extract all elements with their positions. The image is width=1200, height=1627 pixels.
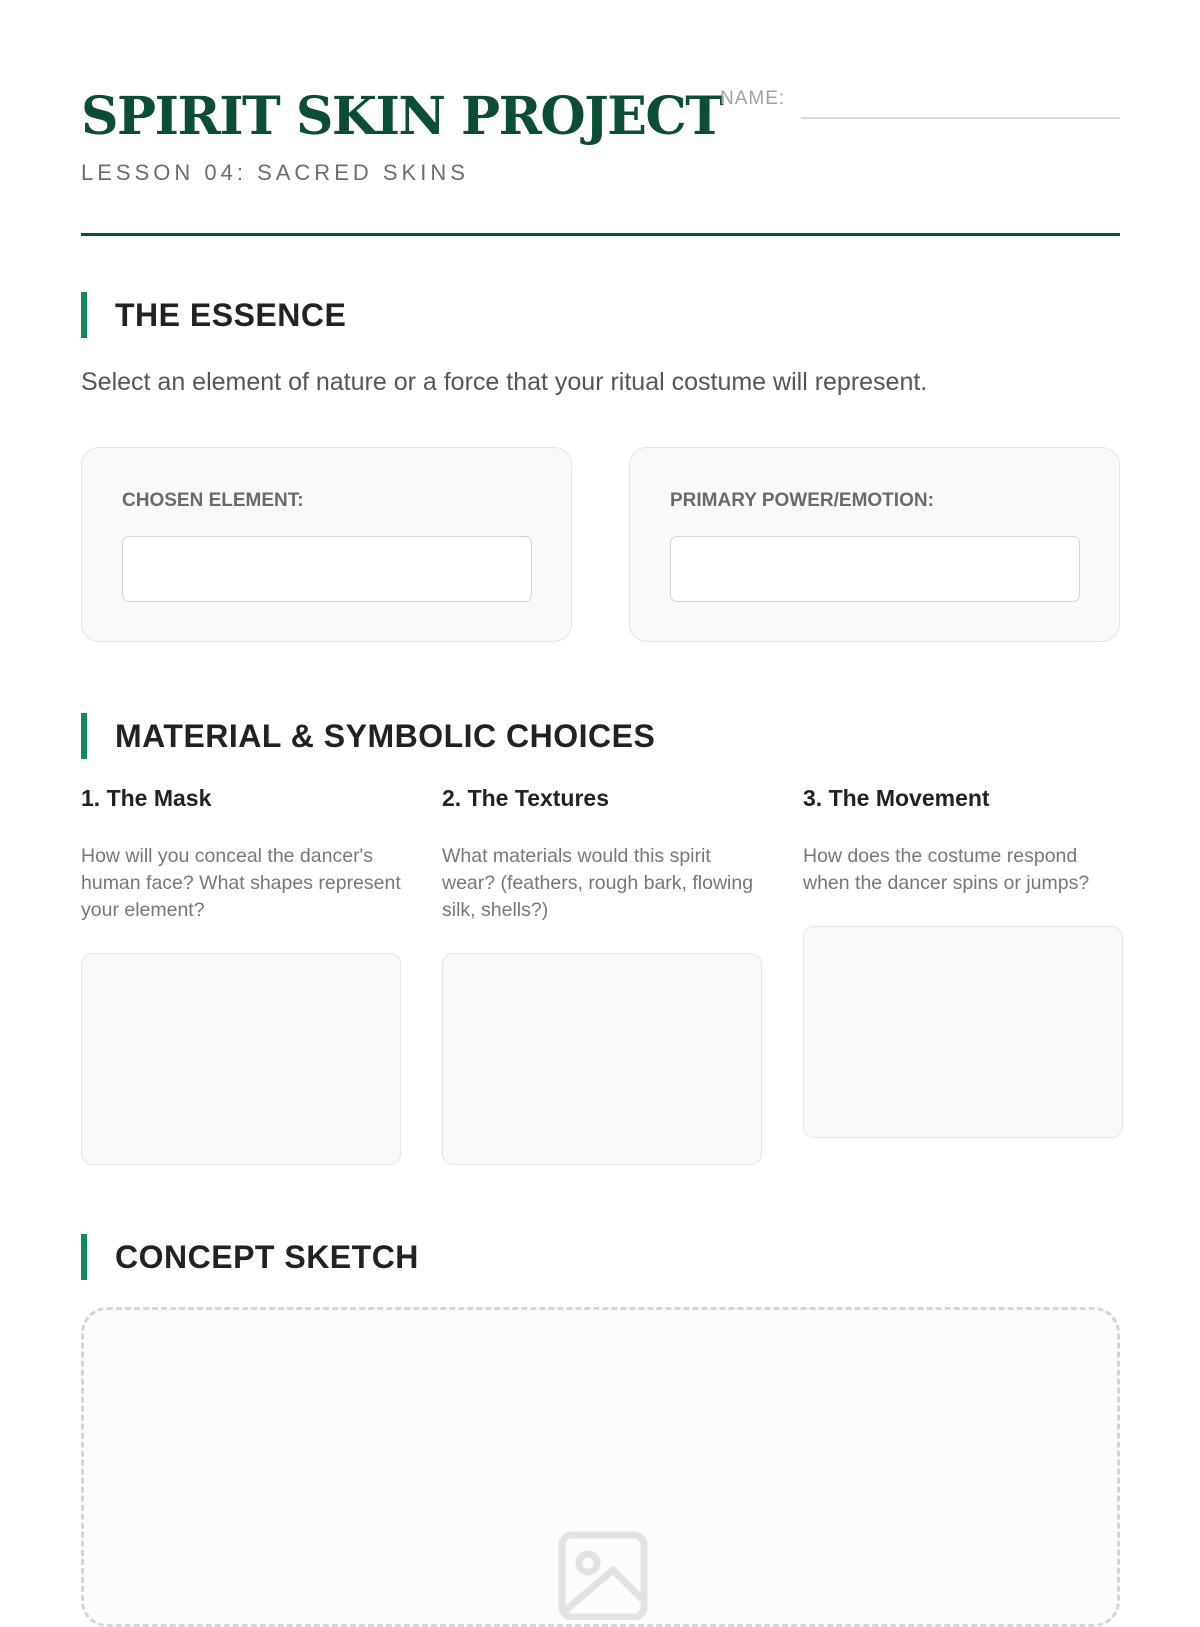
textures-title: 2. The Textures <box>442 785 610 811</box>
section-title: MATERIAL & SYMBOLIC CHOICES <box>115 718 656 754</box>
section-title: THE ESSENCE <box>115 297 347 333</box>
movement-prompt: How does the costume respond when the dancer spins or jumps? <box>803 845 1090 894</box>
chosen-element-label: CHOSEN ELEMENT: <box>122 490 304 511</box>
section-accent-bar <box>81 713 87 759</box>
section-heading-essence <box>81 292 1120 338</box>
project-title: SPIRIT SKIN PROJECT <box>81 86 723 147</box>
worksheet-page <box>81 0 1120 1600</box>
section-heading-sketch <box>81 1234 1120 1280</box>
essence-instructions: Select an element of nature or a force that your ritual costume will represent. <box>81 368 928 396</box>
lesson-subtitle: LESSON 04: SACRED SKINS <box>81 160 469 185</box>
image-placeholder-icon <box>557 1530 649 1620</box>
movement-answer-box[interactable] <box>803 926 1123 1138</box>
section-heading-materials <box>81 713 1120 759</box>
section-title: CONCEPT SKETCH <box>115 1239 419 1275</box>
mask-answer-box[interactable] <box>81 953 401 1165</box>
name-field-line[interactable] <box>801 117 1120 119</box>
name-label: NAME: <box>720 88 786 109</box>
concept-sketch-area[interactable] <box>81 1307 1120 1627</box>
textures-answer-box[interactable] <box>442 953 762 1165</box>
chosen-element-input[interactable] <box>122 536 532 602</box>
header-divider <box>81 233 1120 236</box>
chosen-element-card <box>81 447 572 642</box>
section-accent-bar <box>81 292 87 338</box>
worksheet-header <box>81 82 1120 237</box>
textures-prompt: What materials would this spirit wear? (feathers, rough bark, flowing silk, shells?) <box>442 845 754 921</box>
primary-power-input[interactable] <box>670 536 1080 602</box>
mask-title: 1. The Mask <box>81 785 212 811</box>
mask-prompt: How will you conceal the dancer's human face? What shapes represent your element? <box>81 845 401 921</box>
primary-power-card <box>629 447 1120 642</box>
section-accent-bar <box>81 1234 87 1280</box>
movement-title: 3. The Movement <box>803 785 990 811</box>
primary-power-label: PRIMARY POWER/EMOTION: <box>670 490 934 511</box>
